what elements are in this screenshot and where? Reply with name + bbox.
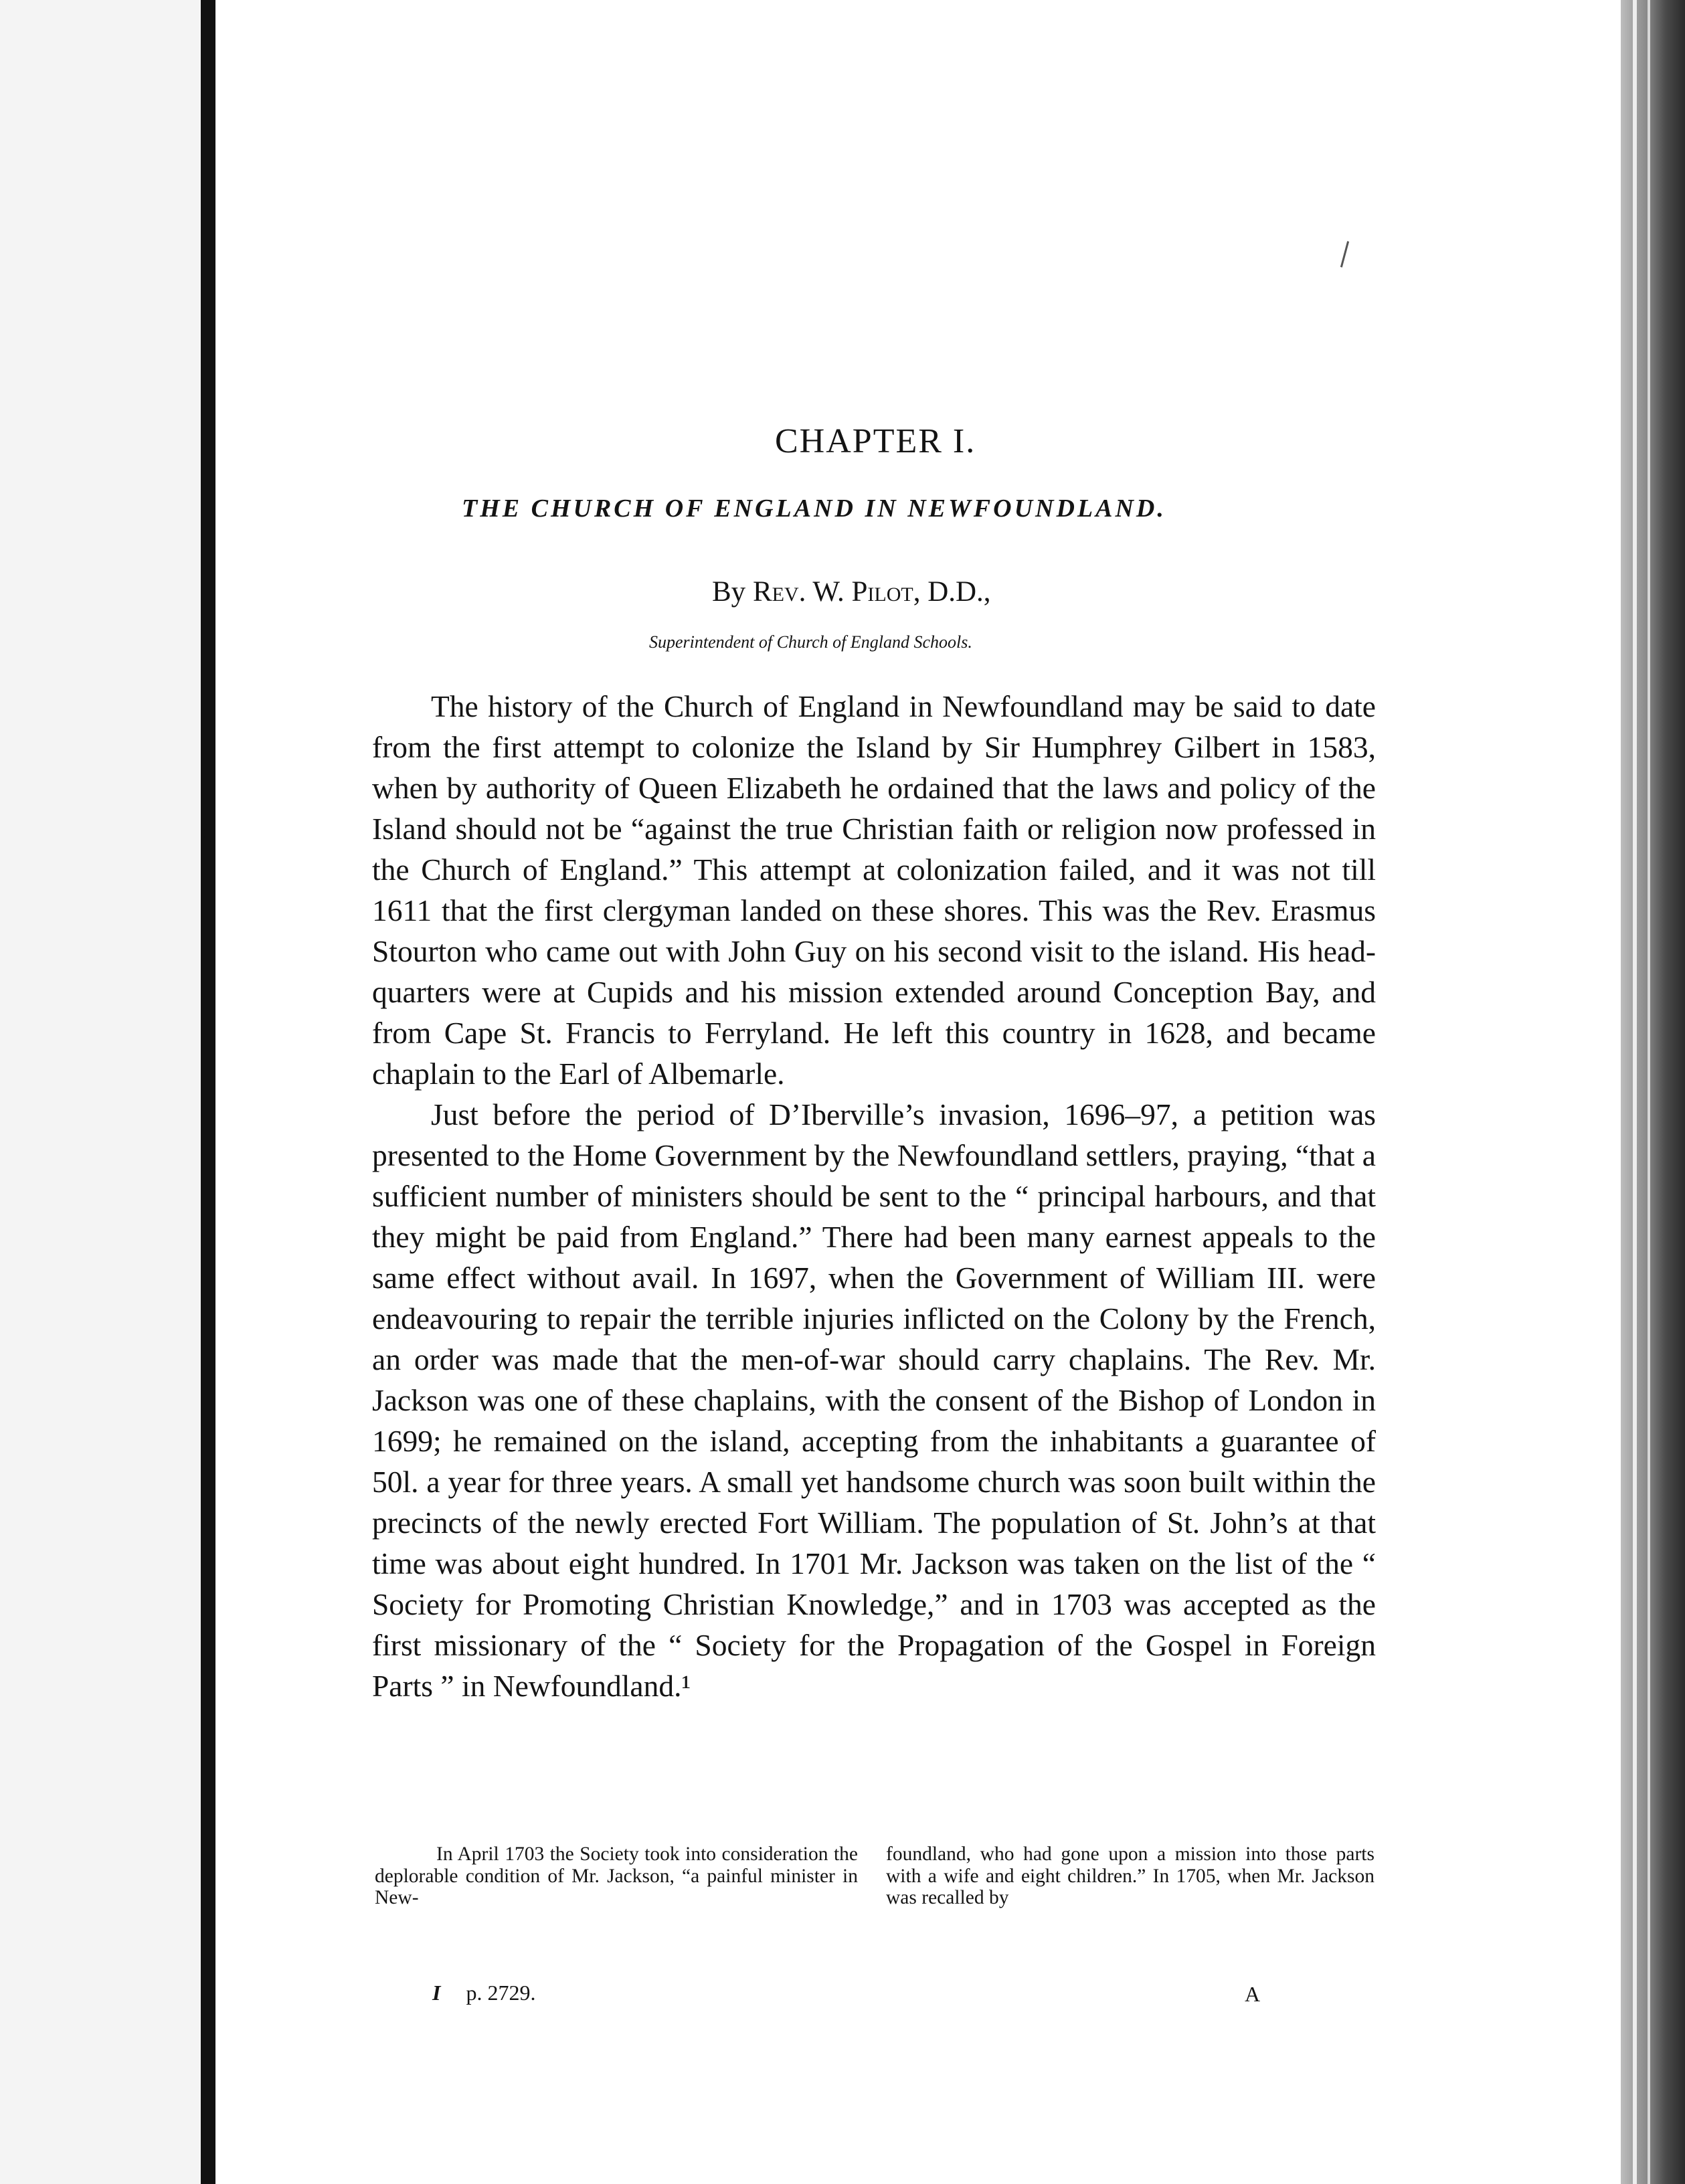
byline-prefix: By — [712, 576, 746, 608]
printer-signature — [432, 1981, 535, 2005]
author-degree: D.D., — [927, 576, 991, 608]
margin-mark — [204, 824, 213, 842]
chapter-title: THE CHURCH OF ENGLAND IN NEWFOUNDLAND. — [462, 494, 1166, 523]
page-reference: p. 2729. — [466, 1981, 536, 2005]
book-page-edges — [1621, 0, 1685, 2184]
body-text — [372, 686, 1376, 1706]
author-affiliation: Superintendent of Church of England Schools. — [649, 632, 972, 652]
paragraph: Just before the period of D’Iberville’s invasion, 1696–97, a petition was presented to the Home Government by the Newfoundland settlers, praying, “that a sufficient number of ministers should be sent to the “ principal harbours, and that they might be paid from England.” There had been many earnest appeals to the same effect without avail. In 1697, when the Government of William III. were endeavouring to repair the terrible injuries inflicted on the Colony by the French, an order was made that the men-of-war should carry chaplains. The Rev. Mr. Jackson was one of these chaplains, with the consent of the Bishop of London in 1699; he remained on the island, accepting from the inhabitants a guarantee of 50l. a year for three years. A small yet handsome church was soon built within the precincts of the newly erected Fort William. The population of St. John’s at that time was about eight hundred. In 1701 Mr. Jackson was taken on the list of the “ Society for Promoting Christian Knowledge,” and in 1703 was accepted as the first missionary of the “ Society for the Propagation of the Gospel in Foreign Parts ” in Newfoundland.¹ — [372, 1097, 1376, 1703]
facing-page-edge — [0, 0, 202, 2184]
signature-mark: I — [432, 1981, 441, 2005]
gathering-letter: A — [1245, 1982, 1261, 2006]
paragraph: The history of the Church of England in Newfoundland may be said to date from the first attempt to colonize the Island by Sir Humphrey Gilbert in 1583, when by authority of Queen Elizabeth he ordained that the laws and policy of the Island should not be “against the true Christian faith or religion now professed in the Church of England.” This attempt at colonization failed, and it was not till 1611 that the first clergyman landed on these shores. This was the Rev. Erasmus Stourton who came out with John Guy on his second visit to the island. His head-quarters were at Cupids and his mission extended around Conception Bay, and from Cape St. Francis to Ferryland. He left this country in 1628, and became chaplain to the Earl of Albemarle. — [372, 689, 1376, 1091]
chapter-heading: CHAPTER I. — [775, 422, 976, 460]
footnote-left: In April 1703 the Society took into consideration the deplorable condition of Mr. Jackson, “a painful minister in New- — [375, 1843, 858, 1908]
author-name: Rev. W. Pilot, — [752, 576, 921, 608]
author-byline — [712, 575, 991, 608]
footnote-right: foundland, who had gone upon a mission into those parts with a wife and eight children.” In 1705, when Mr. Jackson was recalled by — [886, 1843, 1374, 1908]
book-gutter — [201, 0, 215, 2184]
